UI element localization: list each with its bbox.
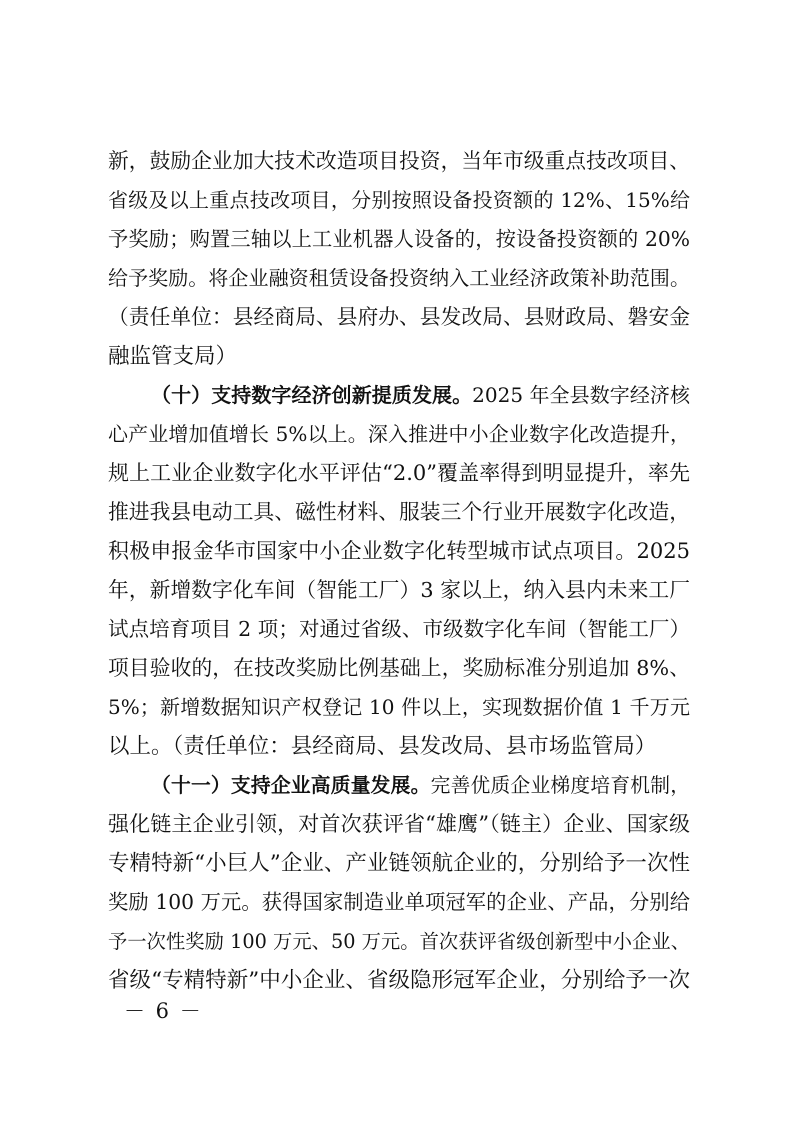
text-line-12: 年，新增数字化车间（智能工厂）3 家以上，纳入县内未来工厂 — [108, 578, 690, 602]
text-line-5: （责任单位：县经商局、县府办、县发改局、县财政局、磐安金 — [108, 305, 690, 329]
text-line-19: 专精特新“小巨人”企业、产业链领航企业的，分别给予一次性 — [108, 851, 690, 876]
document-body — [108, 142, 690, 1000]
text-line-18: 强化链主企业引领，对首次获评省“雄鹰”（链主）企业、国家级 — [108, 812, 690, 836]
text-line-1: 新，鼓励企业加大技术改造项目投资，当年市级重点技改项目、 — [108, 149, 690, 173]
page-number: － 6 － — [124, 999, 203, 1023]
text-line-21: 予一次性奖励 100 万元、50 万元。首次获评省级创新型中小企业、 — [108, 930, 690, 953]
section-11-title: （十一）支持企业高质量发展。 — [151, 773, 431, 797]
text-line-22: 省级“专精特新”中小企业、省级隐形冠军企业，分别给予一次 — [108, 968, 690, 993]
text-line-4: 给予奖励。将企业融资租赁设备投资纳入工业经济政策补助范围。 — [108, 266, 690, 290]
text-line-2: 省级及以上重点技改项目，分别按照设备投资额的 12%、15%给 — [108, 188, 690, 212]
text-line-8: 心产业增加值增长 5%以上。深入推进中小企业数字化改造提升， — [108, 422, 690, 446]
text-line-14: 项目验收的，在技改奖励比例基础上，奖励标准分别追加 8%、 — [108, 656, 690, 680]
text-line-10: 推进我县电动工具、磁性材料、服装三个行业开展数字化改造， — [108, 500, 690, 524]
section-11-heading-line: （十一）支持企业高质量发展。完善优质企业梯度培育机制， — [151, 773, 690, 797]
text-line-16: 以上。（责任单位：县经商局、县发改局、县市场监管局） — [108, 734, 657, 759]
text-line-11: 积极申报金华市国家中小企业数字化转型城市试点项目。2025 — [108, 539, 690, 563]
section-10-title: （十）支持数字经济创新提质发展。 — [151, 383, 473, 407]
section-10-heading-line: （十）支持数字经济创新提质发展。2025 年全县数字经济核 — [151, 383, 690, 407]
text-line-6: 融监管支局） — [108, 344, 238, 369]
text-line-20: 奖励 100 万元。获得国家制造业单项冠军的企业、产品，分别给 — [108, 890, 690, 914]
text-line-9: 规上工业企业数字化水平评估“2.0”覆盖率得到明显提升，率先 — [108, 461, 690, 485]
text-line-13: 试点培育项目 2 项；对通过省级、市级数字化车间（智能工厂） — [108, 617, 690, 641]
text-line-15: 5%；新增数据知识产权登记 10 件以上，实现数据价值 1 千万元 — [108, 695, 690, 719]
text-line-3: 予奖励；购置三轴以上工业机器人设备的，按设备投资额的 20% — [108, 227, 690, 251]
